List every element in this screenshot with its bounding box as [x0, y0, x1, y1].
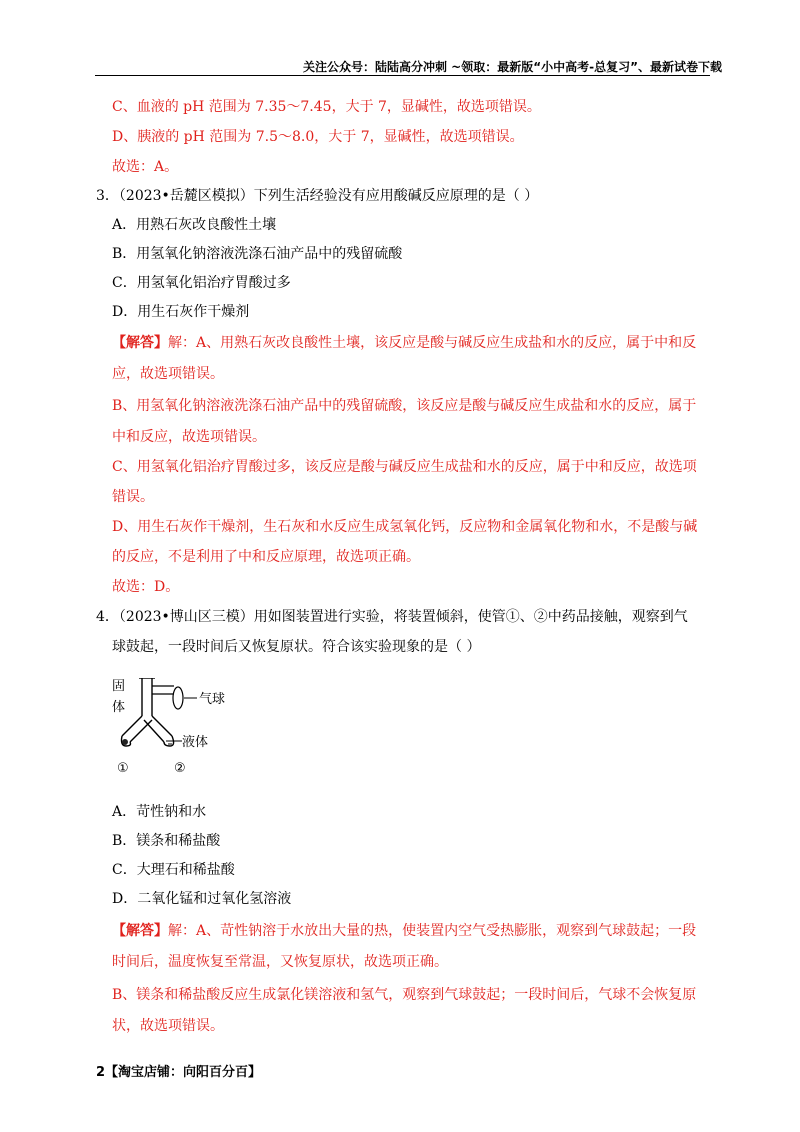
q3-solution-line-7: D、用生石灰作干燥剂，生石灰和水反应生成氢氧化钙，反应物和金属氧化物和水，不是酸与碱	[112, 519, 698, 535]
balloon-shape	[173, 687, 183, 709]
page-number: 2	[96, 1065, 106, 1080]
q4-solution-tag: 【解答】	[112, 923, 168, 939]
page-footer	[96, 1061, 261, 1080]
q3-option-c: C．用氢氧化铝治疗胃酸过多	[112, 275, 291, 291]
q3-solution-line-8: 的反应，不是利用了中和反应原理，故选项正确。	[112, 549, 420, 565]
label-solid-2: 体	[112, 700, 126, 715]
solid-reagent-shape	[122, 739, 128, 745]
apparatus-diagram	[112, 678, 232, 778]
q4-solution-text-1: 解：A、苛性钠溶于水放出大量的热，使装置内空气受热膨胀，观察到气球鼓起；一段	[168, 923, 697, 939]
q4-option-d: D．二氧化锰和过氧化氢溶液	[112, 891, 292, 907]
q3-stem: 3．（2023•岳麓区模拟）下列生活经验没有应用酸碱反应原理的是（ ）	[96, 188, 539, 204]
label-tube-2: ②	[174, 761, 186, 776]
prev-option-d-explanation: D、胰液的 pH 范围为 7.5～8.0，大于 7，显碱性，故选项错误。	[112, 129, 524, 145]
q4-solution-line-2: 时间后，温度恢复至常温，又恢复原状，故选项正确。	[112, 954, 448, 970]
q4-stem-line-1: 4．（2023•博山区三模）用如图装置进行实验，将装置倾斜，使管①、②中药品接触，观察到气	[96, 609, 688, 625]
q3-solution-line-2: 应，故选项错误。	[112, 366, 224, 382]
q3-solution-line-4: 中和反应，故选项错误。	[112, 429, 266, 445]
q3-option-a: A．用熟石灰改良酸性土壤	[112, 217, 277, 233]
label-balloon: 气球	[199, 692, 226, 707]
q4-solution-line-3: B、镁条和稀盐酸反应生成氯化镁溶液和氢气，观察到气球鼓起；一段时间后，气球不会恢复原	[112, 987, 697, 1003]
q3-answer: 故选：D。	[112, 579, 180, 595]
header-divider	[95, 75, 710, 76]
page-header: 关注公众号：陆陆高分冲刺 ~领取：最新版“小中高考-总复习”、最新试卷下载	[303, 60, 722, 74]
label-tube-1: ①	[117, 761, 129, 776]
q3-option-b: B．用氢氧化钠溶液洗涤石油产品中的残留硫酸	[112, 246, 403, 262]
q4-option-c: C．大理石和稀盐酸	[112, 862, 235, 878]
q3-solution-line-3: B、用氢氧化钠溶液洗涤石油产品中的残留硫酸，该反应是酸与碱反应生成盐和水的反应，属于	[112, 398, 697, 414]
q4-stem-line-2: 球鼓起，一段时间后又恢复原状。符合该实验现象的是（ ）	[112, 639, 481, 655]
prev-answer: 故选：A。	[112, 159, 179, 175]
prev-option-c-explanation: C、血液的 pH 范围为 7.35～7.45，大于 7，显碱性，故选项错误。	[112, 99, 541, 115]
q3-solution-line-1	[112, 333, 696, 353]
q4-option-b: B．镁条和稀盐酸	[112, 833, 221, 849]
label-solid-1: 固	[112, 679, 126, 694]
q4-option-a: A．苛性钠和水	[112, 804, 207, 820]
q3-solution-tag: 【解答】	[112, 335, 168, 351]
q4-solution-line-4: 状，故选项错误。	[112, 1018, 224, 1034]
q3-option-d: D．用生石灰作干燥剂	[112, 304, 250, 320]
q3-solution-line-5: C、用氢氧化铝治疗胃酸过多，该反应是酸与碱反应生成盐和水的反应，属于中和反应，故选项	[112, 459, 697, 475]
q4-solution-line-1	[112, 921, 696, 941]
label-liquid: 液体	[182, 735, 209, 750]
q3-solution-text-1: 解：A、用熟石灰改良酸性土壤，该反应是酸与碱反应生成盐和水的反应，属于中和反	[168, 335, 697, 351]
shop-name: 【淘宝店铺：向阳百分百】	[105, 1065, 262, 1080]
q3-solution-line-6: 错误。	[112, 489, 154, 505]
